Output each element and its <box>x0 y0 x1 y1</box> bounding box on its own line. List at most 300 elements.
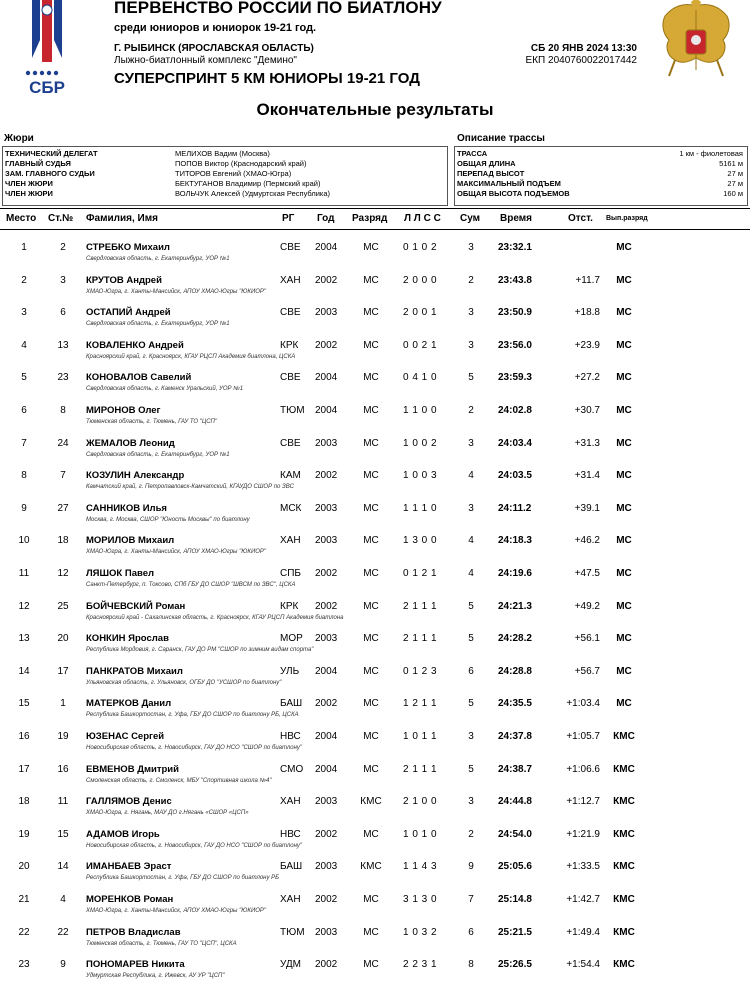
result-name: МАТЕРКОВ Данил <box>86 698 172 710</box>
result-diff: +1:33.5 <box>566 861 600 873</box>
jury-role: ЧЛЕН ЖЮРИ <box>5 179 53 188</box>
result-year: 2004 <box>315 372 338 384</box>
result-name: ЖЕМАЛОВ Леонид <box>86 437 175 449</box>
result-time: 24:54.0 <box>498 828 532 840</box>
table-row <box>0 660 750 692</box>
result-shooting: 1 3 0 0 <box>403 535 438 547</box>
result-rank: КМС <box>360 796 382 808</box>
result-time: 24:18.3 <box>498 535 532 547</box>
track-value: 160 м <box>723 189 743 198</box>
result-done-rank: МС <box>616 405 632 416</box>
result-region: УДМ <box>280 959 302 971</box>
result-sum: 7 <box>468 894 474 905</box>
track-row <box>457 189 745 199</box>
result-time: 24:11.2 <box>498 502 532 514</box>
result-region: ТЮМ <box>280 926 305 938</box>
result-shooting: 1 1 4 3 <box>403 861 438 873</box>
track-panel <box>454 146 748 206</box>
result-club: Красноярский край, г. Красноярск, КГАУ РЦСП Академия биатлона, ЦСКА <box>86 353 296 360</box>
result-club: Красноярский край - Сахалинская область, г. Красноярск, КГАУ РЦСП Академия биатлона <box>86 614 344 621</box>
result-shooting: 1 0 1 0 <box>403 828 438 840</box>
result-place: 16 <box>18 731 30 742</box>
result-sum: 6 <box>468 926 474 938</box>
result-sum: 3 <box>468 796 474 808</box>
result-region: ХАН <box>280 796 301 808</box>
result-time: 25:21.5 <box>498 926 532 938</box>
result-bib: 17 <box>57 665 69 677</box>
result-place: 22 <box>18 926 30 938</box>
result-sum: 4 <box>468 535 474 547</box>
result-diff: +49.2 <box>574 600 600 612</box>
result-done-rank: КМС <box>613 796 635 808</box>
table-row <box>0 432 750 464</box>
result-shooting: 3 1 3 0 <box>403 894 438 905</box>
result-place: 23 <box>18 959 30 971</box>
event-title: ПЕРВЕНСТВО РОССИИ ПО БИАТЛОНУ <box>114 0 442 17</box>
table-row <box>0 562 750 594</box>
result-time: 25:14.8 <box>498 894 532 905</box>
jury-name: ВОЛЬЧУК Алексей (Удмуртская Республика) <box>175 189 331 198</box>
result-done-rank: КМС <box>613 763 635 775</box>
result-diff: +18.8 <box>574 307 600 319</box>
jury-role: ГЛАВНЫЙ СУДЬЯ <box>5 159 71 168</box>
result-time: 24:28.2 <box>498 633 532 645</box>
jury-title: Жюри <box>4 133 34 144</box>
table-row <box>0 236 750 268</box>
result-name: ЕВМЕНОВ Дмитрий <box>86 763 179 775</box>
result-name: ИМАНБАЕВ Эраст <box>86 861 172 873</box>
track-value: 5161 м <box>719 159 743 168</box>
result-sum: 3 <box>468 339 474 351</box>
result-shooting: 1 0 3 2 <box>403 926 438 938</box>
result-place: 6 <box>21 405 27 416</box>
result-place: 18 <box>18 796 30 808</box>
result-club: Тюменская область, г. Тюмень, ГАУ ТО "ЦСП" <box>86 419 218 425</box>
result-shooting: 2 0 0 1 <box>403 307 438 319</box>
result-year: 2003 <box>315 633 338 645</box>
col-bib: Ст.№ <box>48 213 74 224</box>
result-diff: +27.2 <box>574 372 600 384</box>
result-region: СПБ <box>280 568 301 579</box>
result-done-rank: МС <box>616 307 632 319</box>
result-time: 24:37.8 <box>498 731 532 742</box>
track-label: ОБЩАЯ ВЫСОТА ПОДЪЕМОВ <box>457 189 570 198</box>
result-year: 2003 <box>315 535 338 547</box>
result-place: 9 <box>21 502 27 514</box>
track-label: ОБЩАЯ ДЛИНА <box>457 159 516 168</box>
result-bib: 18 <box>57 535 69 547</box>
result-year: 2004 <box>315 405 338 416</box>
result-club: Свердловская область, г. Екатеринбург, УОР №1 <box>86 321 230 328</box>
track-value: 27 м <box>727 169 743 178</box>
result-year: 2002 <box>315 339 338 351</box>
table-row <box>0 627 750 659</box>
result-sum: 5 <box>468 372 474 384</box>
result-sum: 4 <box>468 568 474 579</box>
result-done-rank: МС <box>616 339 632 351</box>
result-club: Свердловская область, г. Каменск Уральский, УОР №1 <box>86 386 244 393</box>
result-diff: +11.7 <box>575 274 600 286</box>
col-rank: Разряд <box>352 213 388 224</box>
table-row <box>0 888 750 920</box>
result-diff: +46.2 <box>574 535 600 547</box>
result-place: 7 <box>21 437 27 449</box>
result-name: КОНОВАЛОВ Савелий <box>86 372 192 384</box>
result-shooting: 1 1 0 0 <box>403 405 438 416</box>
result-sum: 6 <box>468 665 474 677</box>
result-shooting: 1 0 1 1 <box>403 731 438 742</box>
table-row <box>0 595 750 627</box>
col-diff: Отст. <box>568 213 593 224</box>
result-rank: МС <box>363 568 379 579</box>
event-venue: Лыжно-биатлонный комплекс "Демино" <box>114 55 297 66</box>
result-place: 5 <box>21 372 27 384</box>
col-shooting: Л Л С С <box>404 213 441 224</box>
result-time: 24:03.5 <box>498 470 532 482</box>
result-diff: +1:05.7 <box>566 731 600 742</box>
result-time: 23:59.3 <box>498 372 532 384</box>
result-rank: МС <box>363 535 379 547</box>
result-region: СВЕ <box>280 307 301 319</box>
result-name: САННИКОВ Илья <box>86 502 167 514</box>
jury-panel <box>2 146 448 206</box>
col-done-rank: Вып.разряд <box>606 215 648 222</box>
result-diff: +1:03.4 <box>566 698 600 710</box>
table-row <box>0 399 750 431</box>
result-bib: 4 <box>60 894 66 905</box>
result-region: УЛЬ <box>280 665 300 677</box>
result-region: СМО <box>280 763 304 775</box>
result-place: 13 <box>18 633 30 645</box>
result-club: Санкт-Петербург, п. Токсово, СПб ГБУ ДО СШОР "ШВСМ по ЗВС", ЦСКА <box>86 582 296 588</box>
result-place: 11 <box>18 568 30 579</box>
result-done-rank: КМС <box>613 959 635 971</box>
jury-role: ТЕХНИЧЕСКИЙ ДЕЛЕГАТ <box>5 149 98 158</box>
result-shooting: 2 1 1 1 <box>403 633 438 645</box>
result-shooting: 0 0 2 1 <box>403 339 438 351</box>
jury-row <box>5 169 445 179</box>
result-sum: 5 <box>468 600 474 612</box>
event-subtitle: среди юниоров и юниорок 19-21 год. <box>114 22 317 34</box>
result-sum: 2 <box>468 828 474 840</box>
result-bib: 22 <box>57 926 69 938</box>
result-sum: 3 <box>468 242 474 253</box>
table-row <box>0 823 750 855</box>
result-diff: +1:49.4 <box>566 926 600 938</box>
jury-row <box>5 149 445 159</box>
result-sum: 3 <box>468 502 474 514</box>
result-place: 21 <box>18 894 30 905</box>
table-row <box>0 855 750 887</box>
table-row <box>0 790 750 822</box>
result-name: ПАНКРАТОВ Михаил <box>86 665 183 677</box>
table-row <box>0 529 750 561</box>
result-club: Ульяновская область, г. Ульяновск, ОГБУ ДО "УСШОР по биатлону" <box>86 679 282 686</box>
result-place: 19 <box>18 828 30 840</box>
result-bib: 15 <box>57 828 69 840</box>
result-shooting: 1 2 1 1 <box>403 698 438 710</box>
result-sum: 5 <box>468 698 474 710</box>
result-diff: +1:21.9 <box>566 828 600 840</box>
table-row <box>0 334 750 366</box>
result-done-rank: КМС <box>613 894 635 905</box>
result-region: СВЕ <box>280 437 301 449</box>
jury-role: ЗАМ. ГЛАВНОГО СУДЬИ <box>5 169 95 178</box>
result-time: 24:02.8 <box>498 405 532 416</box>
result-club: ХМАО-Югра, г. Нягань, МАУ ДО г.Нягань «СШОР «ЦСП» <box>86 810 249 817</box>
result-time: 24:38.7 <box>498 763 532 775</box>
result-year: 2004 <box>315 763 338 775</box>
result-year: 2002 <box>315 600 338 612</box>
result-done-rank: МС <box>616 470 632 482</box>
result-diff: +1:12.7 <box>566 796 600 808</box>
result-sum: 3 <box>468 307 474 319</box>
result-region: КРК <box>280 600 299 612</box>
result-club: Республика Башкортостан, г. Уфа, ГБУ ДО СШОР по биатлону РБ <box>86 875 280 882</box>
result-diff: +1:42.7 <box>566 894 600 905</box>
result-rank: МС <box>363 959 379 971</box>
result-diff: +1:06.6 <box>566 763 600 775</box>
result-time: 24:44.8 <box>498 796 532 808</box>
result-rank: МС <box>363 242 379 253</box>
result-club: Камчатский край, г. Петропавловск-Камчатский, КГАУДО СШОР по ЗВС <box>86 484 294 491</box>
table-row <box>0 921 750 953</box>
result-done-rank: МС <box>616 698 632 710</box>
result-name: КОНКИН Ярослав <box>86 633 169 645</box>
result-shooting: 2 1 1 1 <box>403 763 438 775</box>
result-time: 23:43.8 <box>498 274 532 286</box>
result-diff: +39.1 <box>574 502 600 514</box>
result-rank: МС <box>363 502 379 514</box>
table-row <box>0 953 750 985</box>
result-diff: +56.7 <box>574 665 600 677</box>
result-diff: +31.4 <box>574 470 600 482</box>
result-year: 2003 <box>315 307 338 319</box>
track-value: 27 м <box>727 179 743 188</box>
result-rank: МС <box>363 698 379 710</box>
col-sum: Сум <box>460 213 481 224</box>
result-sum: 5 <box>468 633 474 645</box>
result-year: 2004 <box>315 242 338 253</box>
track-title: Описание трассы <box>457 133 545 144</box>
result-done-rank: МС <box>616 242 632 253</box>
result-done-rank: МС <box>616 502 632 514</box>
result-bib: 9 <box>60 959 66 971</box>
result-bib: 12 <box>57 568 69 579</box>
result-region: ХАН <box>280 535 301 547</box>
result-region: ХАН <box>280 894 301 905</box>
sbr-logo <box>18 0 76 96</box>
result-name: ПОНОМАРЕВ Никита <box>86 959 185 971</box>
result-year: 2003 <box>315 926 338 938</box>
result-time: 24:28.8 <box>498 665 532 677</box>
result-done-rank: МС <box>616 568 632 579</box>
result-name: МОРЕНКОВ Роман <box>86 894 174 905</box>
result-rank: МС <box>363 274 379 286</box>
table-row <box>0 692 750 724</box>
result-club: Республика Башкортостан, г. Уфа, ГБУ ДО СШОР по биатлону РБ, ЦСКА <box>86 712 299 719</box>
result-place: 15 <box>18 698 30 710</box>
result-name: МИРОНОВ Олег <box>86 405 161 416</box>
result-time: 24:19.6 <box>498 568 532 579</box>
result-diff: +56.1 <box>574 633 600 645</box>
table-row <box>0 725 750 757</box>
result-name: СТРЕБКО Михаил <box>86 242 170 253</box>
result-club: Москва, г. Москва, СШОР "Юность Москвы" по биатлону <box>86 516 250 523</box>
result-time: 25:26.5 <box>498 959 532 971</box>
col-place: Место <box>6 213 37 224</box>
jury-name: ТИТОРОВ Евгений (ХМАО-Югра) <box>175 169 292 178</box>
result-shooting: 2 1 0 0 <box>403 796 438 808</box>
result-year: 2004 <box>315 665 338 677</box>
result-bib: 2 <box>60 242 66 253</box>
result-diff: +23.9 <box>574 339 600 351</box>
result-time: 23:32.1 <box>498 242 532 253</box>
result-region: НВС <box>280 828 301 840</box>
result-bib: 7 <box>60 470 66 482</box>
result-shooting: 0 1 2 1 <box>403 568 438 579</box>
result-region: НВС <box>280 731 301 742</box>
result-place: 20 <box>18 861 30 873</box>
result-time: 25:05.6 <box>498 861 532 873</box>
result-name: ГАЛЛЯМОВ Денис <box>86 796 172 808</box>
track-label: ПЕРЕПАД ВЫСОТ <box>457 169 525 178</box>
result-year: 2002 <box>315 894 338 905</box>
col-region: РГ <box>282 213 295 224</box>
result-region: ТЮМ <box>280 405 305 416</box>
result-club: Свердловская область, г. Екатеринбург, УОР №1 <box>86 256 230 262</box>
result-club: ХМАО-Югра, г. Ханты-Мансийск, АПОУ ХМАО-Югры "ЮКИОР" <box>86 908 267 914</box>
result-sum: 3 <box>468 731 474 742</box>
col-name: Фамилия, Имя <box>86 213 158 224</box>
result-place: 1 <box>21 242 27 253</box>
result-place: 14 <box>18 665 30 677</box>
result-club: Тюменская область, г. Тюмень, ГАУ ТО "ЦСП", ЦСКА <box>86 940 237 947</box>
result-club: Удмуртская Республика, г. Ижевск, АУ УР "ЦСП" <box>86 973 225 980</box>
result-done-rank: МС <box>616 372 632 384</box>
track-row <box>457 159 745 169</box>
result-bib: 8 <box>60 405 66 416</box>
coat-of-arms-emblem <box>655 0 737 80</box>
result-bib: 20 <box>57 633 69 645</box>
logo-text: СБР <box>29 78 65 96</box>
result-name: ЮЗЕНАС Сергей <box>86 731 165 742</box>
result-rank: МС <box>363 894 379 905</box>
result-time: 24:21.3 <box>498 600 532 612</box>
result-year: 2003 <box>315 437 338 449</box>
results-table-header <box>0 208 750 230</box>
jury-name: ПОПОВ Виктор (Краснодарский край) <box>175 159 307 168</box>
result-time: 23:56.0 <box>498 339 532 351</box>
result-club: ХМАО-Югра, г. Ханты-Мансийск, АПОУ ХМАО-Югры "ЮКИОР" <box>86 288 267 295</box>
result-shooting: 2 1 1 1 <box>403 600 438 612</box>
result-rank: МС <box>363 372 379 384</box>
result-shooting: 1 0 0 2 <box>403 437 438 449</box>
event-date: СБ 20 ЯНВ 2024 13:30 <box>530 43 637 54</box>
result-place: 17 <box>18 763 30 775</box>
result-bib: 24 <box>57 437 69 449</box>
result-region: КРК <box>280 339 299 351</box>
jury-row <box>5 189 445 199</box>
result-name: МОРИЛОВ Михаил <box>86 535 175 547</box>
result-year: 2003 <box>315 861 338 873</box>
result-bib: 27 <box>57 502 69 514</box>
event-location: Г. РЫБИНСК (ЯРОСЛАВСКАЯ ОБЛАСТЬ) <box>114 43 314 54</box>
result-bib: 11 <box>57 796 69 808</box>
result-name: КРУТОВ Андрей <box>86 274 162 286</box>
result-region: КАМ <box>280 470 301 482</box>
result-region: МОР <box>280 633 303 645</box>
result-sum: 5 <box>468 763 474 775</box>
result-place: 3 <box>21 307 27 319</box>
result-place: 12 <box>18 600 30 612</box>
result-club: Свердловская область, г. Екатеринбург, УОР №1 <box>86 451 230 458</box>
result-region: СВЕ <box>280 372 301 384</box>
result-sum: 2 <box>468 274 474 286</box>
result-bib: 1 <box>60 698 66 710</box>
result-rank: КМС <box>360 861 382 873</box>
result-done-rank: КМС <box>613 731 635 742</box>
result-diff: +1:54.4 <box>566 959 600 971</box>
result-region: МСК <box>280 502 302 514</box>
result-done-rank: МС <box>616 665 632 677</box>
result-rank: МС <box>363 307 379 319</box>
result-bib: 16 <box>57 763 69 775</box>
result-time: 24:03.4 <box>498 437 532 449</box>
result-year: 2003 <box>315 796 338 808</box>
result-rank: МС <box>363 633 379 645</box>
table-row <box>0 758 750 790</box>
result-sum: 4 <box>468 470 474 482</box>
result-rank: МС <box>363 437 379 449</box>
result-region: СВЕ <box>280 242 301 253</box>
track-value: 1 км - фиолетовая <box>679 149 743 158</box>
result-shooting: 2 2 3 1 <box>403 959 438 971</box>
result-bib: 13 <box>57 339 69 351</box>
result-year: 2004 <box>315 731 338 742</box>
result-name: КОВАЛЕНКО Андрей <box>86 339 184 351</box>
track-row <box>457 149 745 159</box>
result-name: АДАМОВ Игорь <box>86 828 160 840</box>
result-sum: 9 <box>468 861 474 873</box>
result-shooting: 0 1 0 2 <box>403 242 438 253</box>
result-bib: 3 <box>60 274 66 286</box>
result-name: ОСТАПИЙ Андрей <box>86 307 171 319</box>
result-year: 2002 <box>315 959 338 971</box>
result-time: 24:35.5 <box>498 698 532 710</box>
jury-name: БЕКТУГАНОВ Владимир (Пермский край) <box>175 179 321 188</box>
result-rank: МС <box>363 926 379 938</box>
result-done-rank: МС <box>616 535 632 547</box>
result-year: 2002 <box>315 274 338 286</box>
result-name: ЛЯШОК Павел <box>86 568 155 579</box>
result-sum: 3 <box>468 437 474 449</box>
result-rank: МС <box>363 339 379 351</box>
jury-name: МЕЛИХОВ Вадим (Москва) <box>175 149 270 158</box>
result-done-rank: КМС <box>613 828 635 840</box>
result-name: БОЙЧЕВСКИЙ Роман <box>86 600 186 612</box>
event-ekp: ЕКП 2040760022017442 <box>525 55 637 66</box>
jury-role: ЧЛЕН ЖЮРИ <box>5 189 53 198</box>
results-title: Окончательные результаты <box>256 100 494 119</box>
result-club: ХМАО-Югра, г. Ханты-Мансийск, АПОУ ХМАО-Югры "ЮКИОР" <box>86 549 267 556</box>
result-bib: 14 <box>57 861 69 873</box>
result-sum: 8 <box>468 959 474 971</box>
result-club: Смоленская область, г. Смоленск, МБУ "Спортивная школа №4" <box>86 777 272 784</box>
result-rank: МС <box>363 763 379 775</box>
track-row <box>457 179 745 189</box>
result-name: КОЗУЛИН Александр <box>86 470 185 482</box>
